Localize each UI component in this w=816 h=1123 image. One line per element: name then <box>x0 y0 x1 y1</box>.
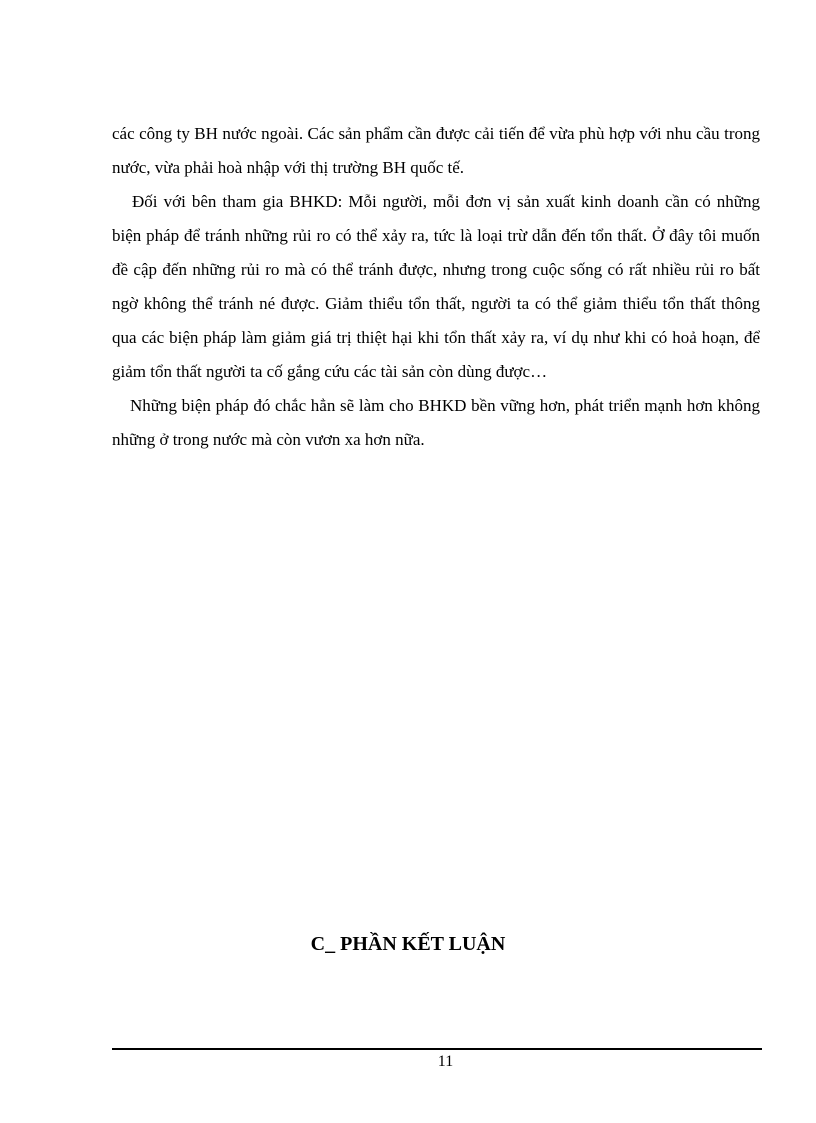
body-text <box>112 117 760 457</box>
page-number: 11 <box>437 1053 454 1070</box>
paragraph-conclusion-remark: Những biện pháp đó chắc hẳn sẽ làm cho BHKD bền vững hơn, phát triển mạnh hơn không những ở trong nước mà còn vươn xa hơn nữa. <box>112 396 760 449</box>
footer-divider <box>112 1048 762 1050</box>
paragraph-participants: Đối với bên tham gia BHKD: Mỗi người, mỗi đơn vị sản xuất kinh doanh cần có những biện pháp để tránh những rủi ro có thể xảy ra, tức là loại trừ dẫn đến tổn thất. Ở đây tôi muốn đề cập đến những rủi ro mà có thể tránh được, nhưng trong cuộc sống có rất nhiều rủi ro bất ngờ không thể tránh né được. Giảm thiểu tổn thất, người ta có thể giảm thiểu tổn thất thông qua các biện pháp làm giảm giá trị thiệt hại khi tổn thất xảy ra, ví dụ như khi có hoả hoạn, để giảm tổn thất người ta cố gắng cứu các tài sản còn dùng được… <box>112 192 760 381</box>
paragraph-continuation: các công ty BH nước ngoài. Các sản phẩm cần được cải tiến để vừa phù hợp với nhu cầu trong nước, vừa phải hoà nhập với thị trường BH quốc tế. <box>112 124 760 177</box>
section-heading: C_ PHẦN KẾT LUẬN <box>310 933 506 955</box>
